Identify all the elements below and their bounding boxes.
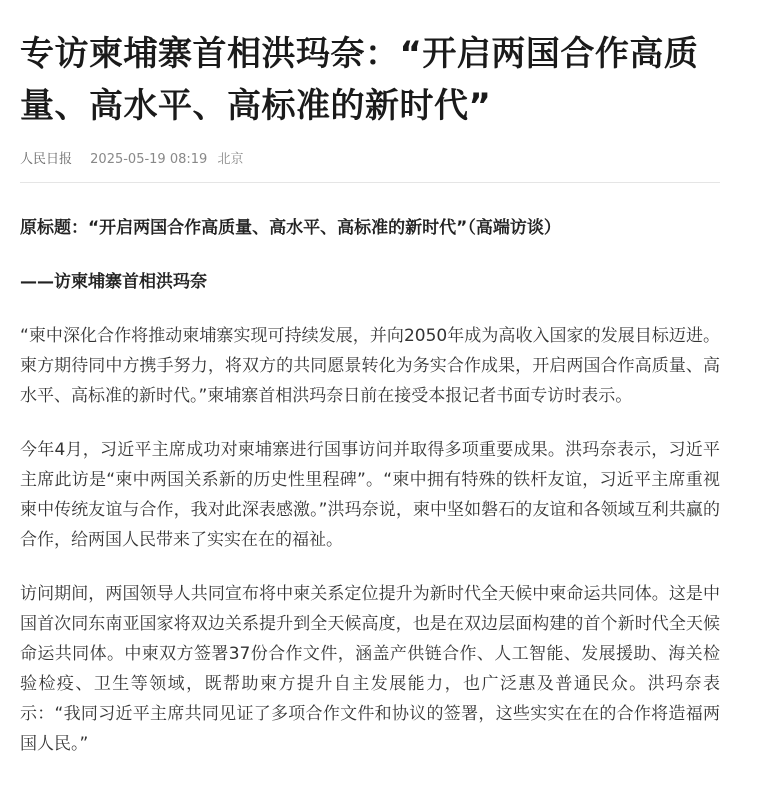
article-title: 专访柬埔寨首相洪玛奈：“开启两国合作高质量、高水平、高标准的新时代” xyxy=(20,34,699,126)
article-meta xyxy=(20,150,720,170)
original-title: 原标题：“开启两国合作高质量、高水平、高标准的新时代”（高端访谈） xyxy=(20,218,561,238)
article-date: 2025-05-19 08:19 xyxy=(90,152,208,167)
interview-byline: ——访柬埔寨首相洪玛奈 xyxy=(20,272,207,292)
article xyxy=(20,0,720,759)
article-location: 北京 xyxy=(217,152,244,167)
article-source[interactable]: 人民日报 xyxy=(20,152,73,167)
article-paragraph: 访问期间，两国领导人共同宣布将中柬关系定位提升为新时代全天候中柬命运共同体。这是中国首次同东南亚国家将双边关系提升到全天候高度，也是在双边层面构建的首个新时代全天候命运共同体。中柬双方签署37份合作文件，涵盖产供链合作、人工智能、发展援助、海关检验检疫、卫生等领域，既帮助柬方提升自主发展能力，也广泛惠及普通民众。洪玛奈表示：“我同习近平主席共同见证了多项合作文件和协议的签署，这些实实在在的合作将造福两国人民。” xyxy=(20,584,720,754)
article-paragraph: “柬中深化合作将推动柬埔寨实现可持续发展，并向2050年成为高收入国家的发展目标迈进。柬方期待同中方携手努力，将双方的共同愿景转化为务实合作成果，开启两国合作高质量、高水平、高标准的新时代。”柬埔寨首相洪玛奈日前在接受本报记者书面专访时表示。 xyxy=(20,326,720,406)
article-paragraph: 今年4月，习近平主席成功对柬埔寨进行国事访问并取得多项重要成果。洪玛奈表示，习近平主席此访是“柬中两国关系新的历史性里程碑”。“柬中拥有特殊的铁杆友谊，习近平主席重视柬中传统友谊与合作，我对此深表感激。”洪玛奈说，柬中坚如磐石的友谊和各领域互利共赢的合作，给两国人民带来了实实在在的福祉。 xyxy=(20,440,720,550)
header-divider xyxy=(20,182,720,183)
